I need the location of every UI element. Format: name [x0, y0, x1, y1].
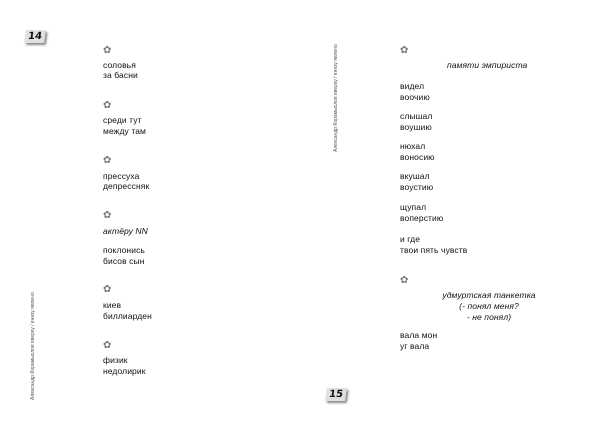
flower-icon: ✿ [103, 100, 112, 111]
page-number-right: 15 [325, 388, 347, 401]
poem-line: вала мон [400, 330, 438, 340]
poem-title: (- понял меня? [459, 301, 519, 311]
poem-line: среди тут [103, 115, 142, 125]
poem-line: воперстию [400, 213, 444, 223]
flower-icon: ✿ [103, 340, 112, 351]
poem-dedication: актёру NN [103, 226, 148, 236]
poem-line: твои пять чувств [400, 245, 468, 255]
poem-line: биллиарден [103, 311, 152, 321]
poem-line: соловья [103, 60, 136, 70]
flower-icon: ✿ [400, 45, 409, 56]
poem-title: - не понял) [466, 312, 512, 322]
page-number-left: 14 [24, 30, 46, 43]
poem-line: между там [103, 126, 147, 136]
poem-line: киев [103, 300, 122, 310]
poem-line: видел [400, 81, 425, 91]
poem-line: за басни [103, 70, 138, 80]
poem-line: вкушал [400, 171, 430, 181]
poem-line: прессуха [103, 171, 140, 181]
poem-line: воустию [400, 182, 434, 192]
poem-line: воушию [400, 122, 432, 132]
poem-line: физик [103, 355, 128, 365]
flower-icon: ✿ [103, 45, 112, 56]
poem-line: и где [400, 234, 421, 244]
running-head-left: Александр Корамыслов вверху / внизу явлено [30, 292, 36, 400]
poem-line: уг вала [400, 341, 430, 351]
poem-line: щупал [400, 202, 427, 212]
poem-line: недолирик [103, 366, 146, 376]
poem-dedication: памяти эмпириста [447, 60, 528, 70]
flower-icon: ✿ [103, 210, 112, 221]
poem-title: удмуртская танкетка [442, 290, 536, 300]
poem-line: поклонись [103, 245, 145, 255]
poem-line: нюхал [400, 141, 426, 151]
poem-line: воносию [400, 152, 435, 162]
poem-line: слышал [400, 111, 433, 121]
flower-icon: ✿ [103, 155, 112, 166]
flower-icon: ✿ [400, 275, 409, 286]
flower-icon: ✿ [103, 284, 112, 295]
running-head-right: Александр Корамыслов вверху / внизу явлено [333, 44, 339, 152]
poem-line: воочию [400, 92, 430, 102]
poem-line: депрессняк [103, 181, 150, 191]
poem-line: бисов сын [103, 256, 145, 266]
